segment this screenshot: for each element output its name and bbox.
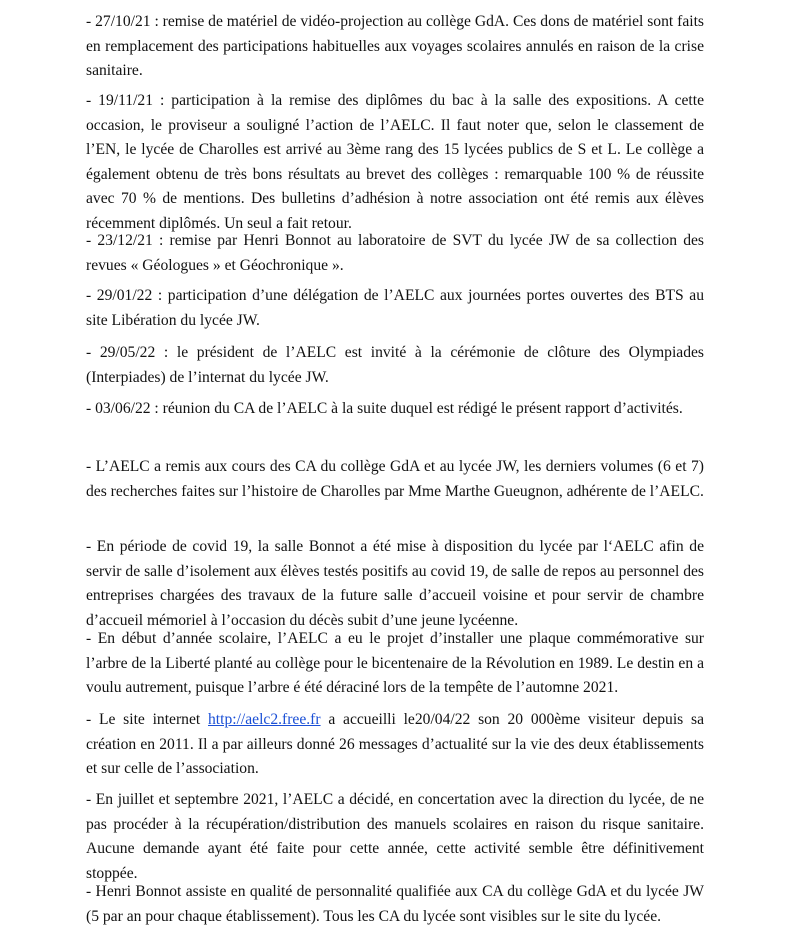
paragraph-03-06-22: - 03/06/22 : réunion du CA de l’AELC à la suite duquel est rédigé le présent rapport d’activités.	[86, 400, 683, 417]
paragraph-volumes: - L’AELC a remis aux cours des CA du collège GdA et au lycée JW, les derniers volumes (6 et 7) des recherches faites sur l’histoire de Charolles par Mme Marthe Gueugnon, adhérente de l’AELC.	[86, 458, 704, 500]
paragraph-23-12-21: - 23/12/21 : remise par Henri Bonnot au laboratoire de SVT du lycée JW de sa collection des revues « Géologues » et Géochronique ».	[86, 232, 704, 274]
paragraph-manuels: - En juillet et septembre 2021, l’AELC a décidé, en concertation avec la direction du lycée, de ne pas procéder à la récupération/distribution des manuels scolaires en raison du risque sanitaire. Aucune demande ayant été faite pour cette année, cette activité semble être définitivement stoppée.	[86, 791, 704, 882]
paragraph-arbre: - En début d’année scolaire, l’AELC a eu le projet d’installer une plaque commémorative sur l’arbre de la Liberté planté au collège pour le bicentenaire de la Révolution en 1989. Le destin en a voulu autrement, puisque l’arbre é été déraciné lors de la tempête de l’automne 2021.	[86, 630, 704, 697]
paragraph-29-05-22: - 29/05/22 : le président de l’AELC est invité à la cérémonie de clôture des Olympiades (Interpiades) de l’internat du lycée JW.	[86, 344, 704, 386]
site-text-before: - Le site internet	[86, 711, 208, 728]
paragraph-19-11-21: - 19/11/21 : participation à la remise des diplômes du bac à la salle des expositions. A cette occasion, le proviseur a souligné l’action de l’AELC. Il faut noter que, selon le classement de l’EN, le lycée de Charolles est arrivé au 3ème rang des 15 lycées publics de S et L. Le collège a également obtenu de très bons résultats au brevet des collèges : remarquable 100 % de réussite avec 70 % de mentions. Des bulletins d’adhésion à notre association ont été remis aux élèves récemment diplômés. Un seul a fait retour.	[86, 92, 704, 232]
site-link[interactable]: http://aelc2.free.fr	[208, 711, 321, 728]
paragraph-covid: - En période de covid 19, la salle Bonnot a été mise à disposition du lycée par l‘AELC afin de servir de salle d’isolement aux élèves testés positifs au covid 19, de salle de repos au personnel des entreprises chargées des travaux de la future salle d’accueil voisine et pour servir de chambre d’accueil mémoriel à l’occasion du décès subit d’une jeune lycéenne.	[86, 538, 704, 629]
paragraph-29-01-22: - 29/01/22 : participation d’une délégation de l’AELC aux journées portes ouvertes des BTS au site Libération du lycée JW.	[86, 287, 704, 329]
paragraph-site-internet	[86, 708, 704, 782]
paragraph-27-10-21: - 27/10/21 : remise de matériel de vidéo-projection au collège GdA. Ces dons de matériel sont faits en remplacement des participations habituelles aux voyages scolaires annulés en raison de la crise sanitaire.	[86, 13, 704, 80]
site-text-after: a accueilli le20/04/22 son 20 000ème visiteur depuis sa création en 2011. Il a par ailleurs donné 26 messages d’actualité sur la vie des deux établissements et sur celle de l’association.	[86, 711, 704, 778]
paragraph-henri-bonnot: - Henri Bonnot assiste en qualité de personnalité qualifiée aux CA du collège GdA et du lycée JW (5 par an pour chaque établissement). Tous les CA du lycée sont visibles sur le site du lycée.	[86, 883, 704, 925]
